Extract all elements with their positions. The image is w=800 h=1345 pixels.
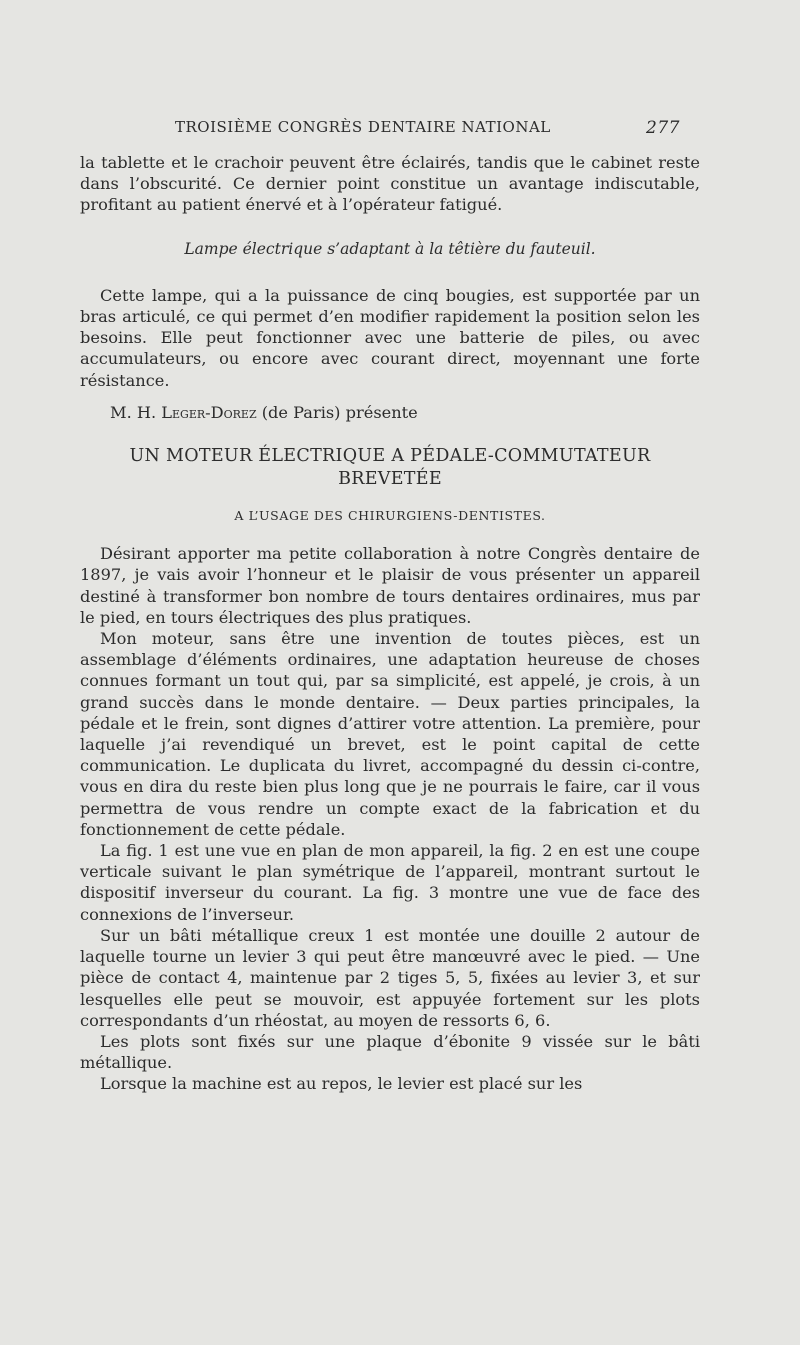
paragraph-8: Lorsque la machine est au repos, le levier est placé sur les — [100, 1074, 583, 1094]
paragraph-2: Cette lampe, qui a la puissance de cinq bougies, est supportée par un bras articulé, ce qui permet d’en modifier rapidement la position selon les besoins. Elle peut fonctionner avec une batterie de piles, ou avec accumulateurs, ou encore avec courant direct, moyennant une forte résistance. — [80, 285, 700, 390]
paragraph-1: la tablette et le crachoir peuvent être éclairés, tandis que le cabinet reste dans l’obscurité. Ce dernier point constitue un avantage indiscutable, profitant au patient énervé et à l’opérateur fatigué. — [80, 153, 700, 215]
article-subtitle: A L’USAGE DES CHIRURGIENS-DENTISTES. — [234, 508, 546, 524]
page-body — [80, 152, 700, 1095]
running-title: TROISIÈME CONGRÈS DENTAIRE NATIONAL — [175, 118, 551, 136]
article-title-line-1: UN MOTEUR ÉLECTRIQUE A PÉDALE-COMMUTATEUR — [129, 446, 651, 467]
presenter-line — [80, 402, 700, 423]
paragraph-6: Sur un bâti métallique creux 1 est montée une douille 2 autour de laquelle tourne un levier 3 qui peut être manœuvré avec le pied. — Une pièce de contact 4, maintenue par 2 tiges 5, 5, fixées au levier 3, et sur lesquelles elle peut se mouvoir, est appuyée fortement sur les plots correspondants d’un rhéostat, au moyen de ressorts 6, 6. — [80, 925, 700, 1030]
article-title-line-2: BREVETÉE — [338, 469, 442, 490]
presenter-prefix: M. H. — [110, 402, 162, 422]
paragraph-3: Désirant apporter ma petite collaboration à notre Congrès dentaire de 1897, je vais avoir l’honneur et le plaisir de vous présenter un appareil destiné à transformer bon nombre de tours dentaires ordinaires, mus par le pied, en tours électriques des plus pratiques. — [80, 544, 700, 627]
paragraph-4: Mon moteur, sans être une invention de toutes pièces, est un assemblage d’éléments ordinaires, une adaptation heureuse de choses connues formant un tout qui, par sa simplicité, est appelé, je crois, à un grand succès dans le monde dentaire. — Deux parties principales, la pédale et le frein, sont dignes d’attirer votre attention. La première, pour laquelle j’ai revendiqué un brevet, est le point capital de cette communication. Le duplicata du livret, accompagné du dessin ci-contre, vous en dira du reste bien plus long que je ne pourrais le faire, car il vous permettra de vous rendre un compte exact de la fabrication et du fonctionnement de cette pédale. — [80, 629, 700, 839]
paragraph-7: Les plots sont fixés sur une plaque d’ébonite 9 vissée sur le bâti métallique. — [80, 1031, 700, 1073]
page-number: 277 — [646, 118, 680, 138]
presenter-suffix: (de Paris) présente — [256, 402, 418, 422]
figure-caption: Lampe électrique s’adaptant à la têtière du fauteuil. — [184, 239, 596, 258]
presenter-name: Leger-Dorez — [161, 402, 257, 422]
paragraph-5: La fig. 1 est une vue en plan de mon appareil, la fig. 2 en est une coupe verticale suivant le plan symétrique de l’appareil, montrant surtout le dispositif inverseur du courant. La fig. 3 montre une vue de face des connexions de l’inverseur. — [80, 841, 700, 924]
